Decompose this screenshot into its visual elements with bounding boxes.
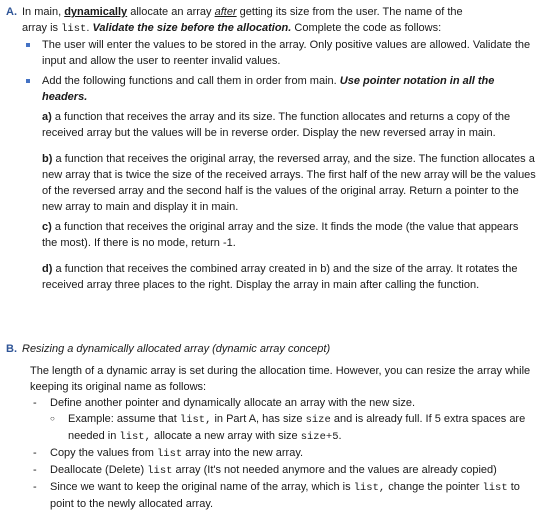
- section-a-line1: [22, 4, 536, 20]
- code-list: list: [147, 465, 173, 477]
- text: array into the new array.: [182, 447, 304, 459]
- text: getting its size from the user. The name of the: [236, 6, 463, 18]
- bullet-text: The user will enter the values to be stored in the array. Only positive values are allowed. Validate the input and allow the user to reenter invalid values.: [42, 39, 531, 67]
- text: array is: [22, 22, 62, 34]
- emphasis-dynamically: dynamically: [64, 6, 128, 18]
- code-size-plus-5: size+5: [300, 431, 339, 443]
- section-a-bullets: [22, 37, 536, 293]
- section-a-letter: A.: [6, 6, 17, 18]
- paragraph-d: [42, 261, 536, 293]
- section-b-letter: B.: [6, 343, 17, 355]
- section-b-list: [30, 395, 536, 512]
- text: In main,: [22, 6, 65, 18]
- list-item: [30, 445, 536, 462]
- section-b: [6, 341, 536, 512]
- para-text: a function that receives the original array and the size. It finds the mode (the value that appears the most). If there is no mode, return -1.: [42, 221, 519, 249]
- text: allocate a new array with size: [150, 430, 301, 442]
- text: to point to the newly allocated array.: [50, 481, 520, 510]
- para-label: b): [42, 153, 53, 165]
- code-list: list,: [179, 414, 212, 426]
- para-label: c): [42, 221, 52, 233]
- list-item: [30, 479, 536, 512]
- text: Complete the code as follows:: [291, 22, 442, 34]
- text: .: [338, 430, 342, 442]
- text: allocate an array: [127, 6, 215, 18]
- para-label: a): [42, 111, 52, 123]
- code-list: list: [157, 448, 183, 460]
- list-item: [30, 462, 536, 479]
- section-b-intro: The length of a dynamic array is set during the allocation time. However, you can resize the array while keeping its original name as follows:: [30, 365, 531, 393]
- code-list: list,: [119, 431, 151, 443]
- dash-bullet-icon: -: [33, 481, 37, 493]
- text: Deallocate (Delete): [50, 464, 148, 476]
- emphasis-after: after: [214, 6, 237, 18]
- code-list: list: [482, 482, 508, 494]
- list-text: Define another pointer and dynamically allocate an array with the new size.: [50, 397, 416, 409]
- para-text: a function that receives the combined array created in b) and the size of the array. It rotates the received array three places to the right. Display the array in main after calling the function.: [42, 263, 518, 291]
- sub-list-item: [30, 411, 536, 445]
- text: Copy the values from: [50, 447, 157, 459]
- bullet-emphasis: Use pointer notation in all the headers.: [42, 75, 495, 103]
- para-text: a function that receives the original array, the reversed array, and the size. The function allocates a new array that is twice the size of the received arrays. The first half of the new array will be the values of the reversed array and the second half is the values of the original array. Return a pointer to the new array to main and display it in main.: [42, 153, 536, 213]
- paragraph-b: [42, 151, 536, 215]
- dash-bullet-icon: -: [33, 464, 37, 476]
- code-size: size: [305, 414, 331, 426]
- code-list: list,: [353, 482, 386, 494]
- dash-bullet-icon: -: [33, 397, 37, 409]
- text: .: [86, 22, 93, 34]
- section-b-title: Resizing a dynamically allocated array (dynamic array concept): [22, 343, 331, 355]
- square-bullet-icon: [26, 79, 30, 83]
- text: change the pointer: [385, 481, 483, 493]
- dash-bullet-icon: -: [33, 447, 37, 459]
- paragraph-c: [42, 219, 536, 251]
- square-bullet-icon: [26, 43, 30, 47]
- code-list: list: [61, 23, 87, 35]
- para-text: a function that receives the array and its size. The function allocates and returns a copy of the received array but the values will be in reverse order. Display the new reversed array in main.: [42, 111, 511, 139]
- text: and is already full. If 5 extra spaces are needed in: [68, 413, 526, 442]
- text: Since we want to keep the original name of the array, which is: [50, 481, 354, 493]
- text: in Part A, has size: [211, 413, 306, 425]
- bullet-item: [22, 37, 536, 69]
- circle-bullet-icon: ○: [50, 414, 55, 423]
- paragraph-a: [42, 109, 536, 141]
- text: Example: assume that: [68, 413, 180, 425]
- section-a: [6, 4, 536, 293]
- para-label: d): [42, 263, 53, 275]
- list-item: [30, 395, 536, 411]
- text: array (It's not needed anymore and the values are already copied): [172, 464, 497, 476]
- bullet-item: [22, 73, 536, 293]
- validate-note: Validate the size before the allocation.: [92, 22, 292, 34]
- section-a-body: [22, 4, 536, 293]
- section-a-line2: [22, 20, 536, 37]
- bullet-text: Add the following functions and call them in order from main.: [42, 75, 340, 87]
